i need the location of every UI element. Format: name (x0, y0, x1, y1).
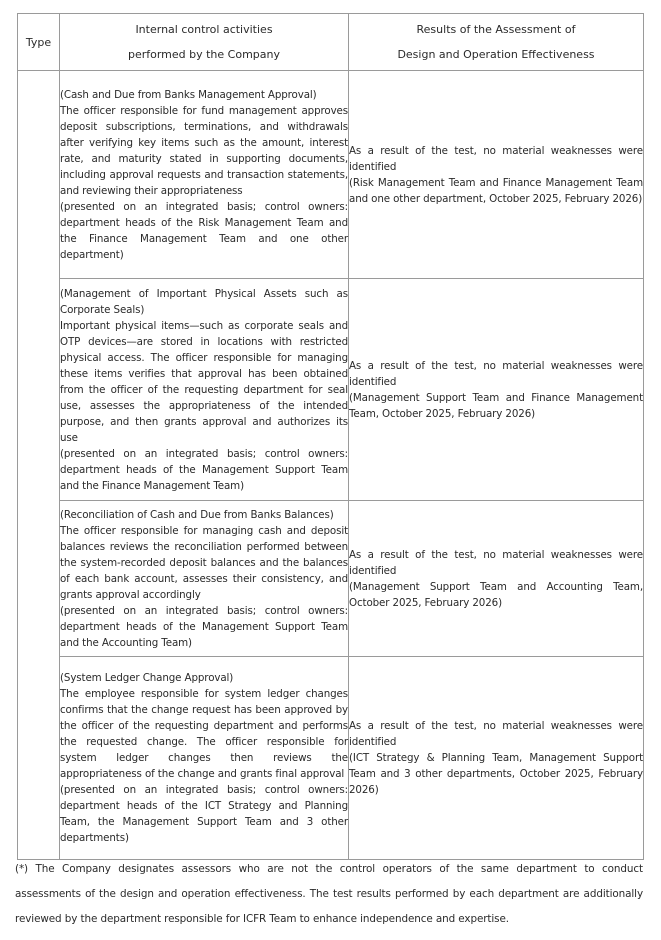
activity-body: Important physical items—such as corporate seals and OTP devices—are stored in locations with restricted physical access. The officer responsible for managing these items verifies that approval has been obtained from the officer of the requesting department for seal use, assesses the appropriateness of the intended purpose, and then grants approval and authorizes its use (60, 319, 348, 444)
footnote: (*) The Company designates assessors who are not the control operators of the same department to conduct assessments of the design and operation effectiveness. The test results performed by each department are additionally reviewed by the department responsible for ICFR Team to enhance independence and expertise. (15, 863, 643, 925)
activity-title: (Cash and Due from Banks Management Approval) (60, 88, 317, 101)
type-cell (18, 71, 60, 860)
result-detail: (Management Support Team and Finance Management Team, October 2025, February 2026) (349, 391, 643, 420)
control-activities-table (17, 13, 644, 860)
activity-cell (60, 71, 349, 279)
result-cell (349, 71, 644, 279)
activity-title: (System Ledger Change Approval) (60, 672, 234, 684)
result-text: As a result of the test, no material weaknesses were identified (349, 144, 643, 173)
activity-title: (Management of Important Physical Assets such as Corporate Seals) (60, 287, 348, 316)
header-type: Type (18, 14, 60, 71)
activity-owners: (presented on an integrated basis; control owners: department heads of the Risk Management Team and the Finance Management Team and one other department) (60, 200, 348, 261)
activity-body: The employee responsible for system ledger changes confirms that the change request has been approved by the officer of the requesting department and performs the requested change. The officer responsible for system ledger changes then reviews the appropriateness of the change and grants final approval (60, 688, 348, 780)
activity-owners: (presented on an integrated basis; control owners: department heads of the ICT Strategy and Planning Team, the Management Support Team and 3 other departments) (60, 784, 348, 844)
header-results: Results of the Assessment of Design and Operation Effectiveness (349, 14, 644, 71)
activity-title: (Reconciliation of Cash and Due from Banks Balances) (60, 508, 334, 521)
result-detail: (ICT Strategy & Planning Team, Management Support Team and 3 other departments, October 2025, February 2026) (349, 752, 643, 796)
result-text: As a result of the test, no material weaknesses were identified (349, 720, 643, 748)
table-row (18, 279, 644, 501)
result-text: As a result of the test, no material weaknesses were identified (349, 359, 643, 388)
result-cell (349, 501, 644, 657)
table-row (18, 657, 644, 860)
header-activities: Internal control activities performed by the Company (60, 14, 349, 71)
result-detail: (Management Support Team and Accounting Team, October 2025, February 2026) (349, 580, 643, 609)
result-cell (349, 279, 644, 501)
activity-body: The officer responsible for managing cash and deposit balances reviews the reconciliation performed between the system-recorded deposit balances and the balances of each bank account, assesses their consistency, and grants approval accordingly (60, 524, 348, 601)
activity-owners: (presented on an integrated basis; control owners: department heads of the Management Support Team and the Accounting Team) (60, 604, 348, 649)
table-row (18, 501, 644, 657)
table-header-row (18, 14, 644, 71)
activity-cell (60, 501, 349, 657)
activity-body: The officer responsible for fund management approves deposit subscriptions, terminations, and withdrawals after verifying key items such as the amount, interest rate, and maturity stated in supporting documents, including approval requests and transaction statements, and reviewing their appropriateness (60, 104, 348, 197)
result-cell (349, 657, 644, 860)
activity-cell (60, 657, 349, 860)
result-detail: (Risk Management Team and Finance Management Team and one other department, October 2025, February 2026) (349, 176, 643, 205)
activity-cell (60, 279, 349, 501)
result-text: As a result of the test, no material weaknesses were identified (349, 548, 643, 577)
table-row (18, 71, 644, 279)
activity-owners: (presented on an integrated basis; control owners: department heads of the Management Support Team and the Finance Management Team) (60, 447, 348, 492)
